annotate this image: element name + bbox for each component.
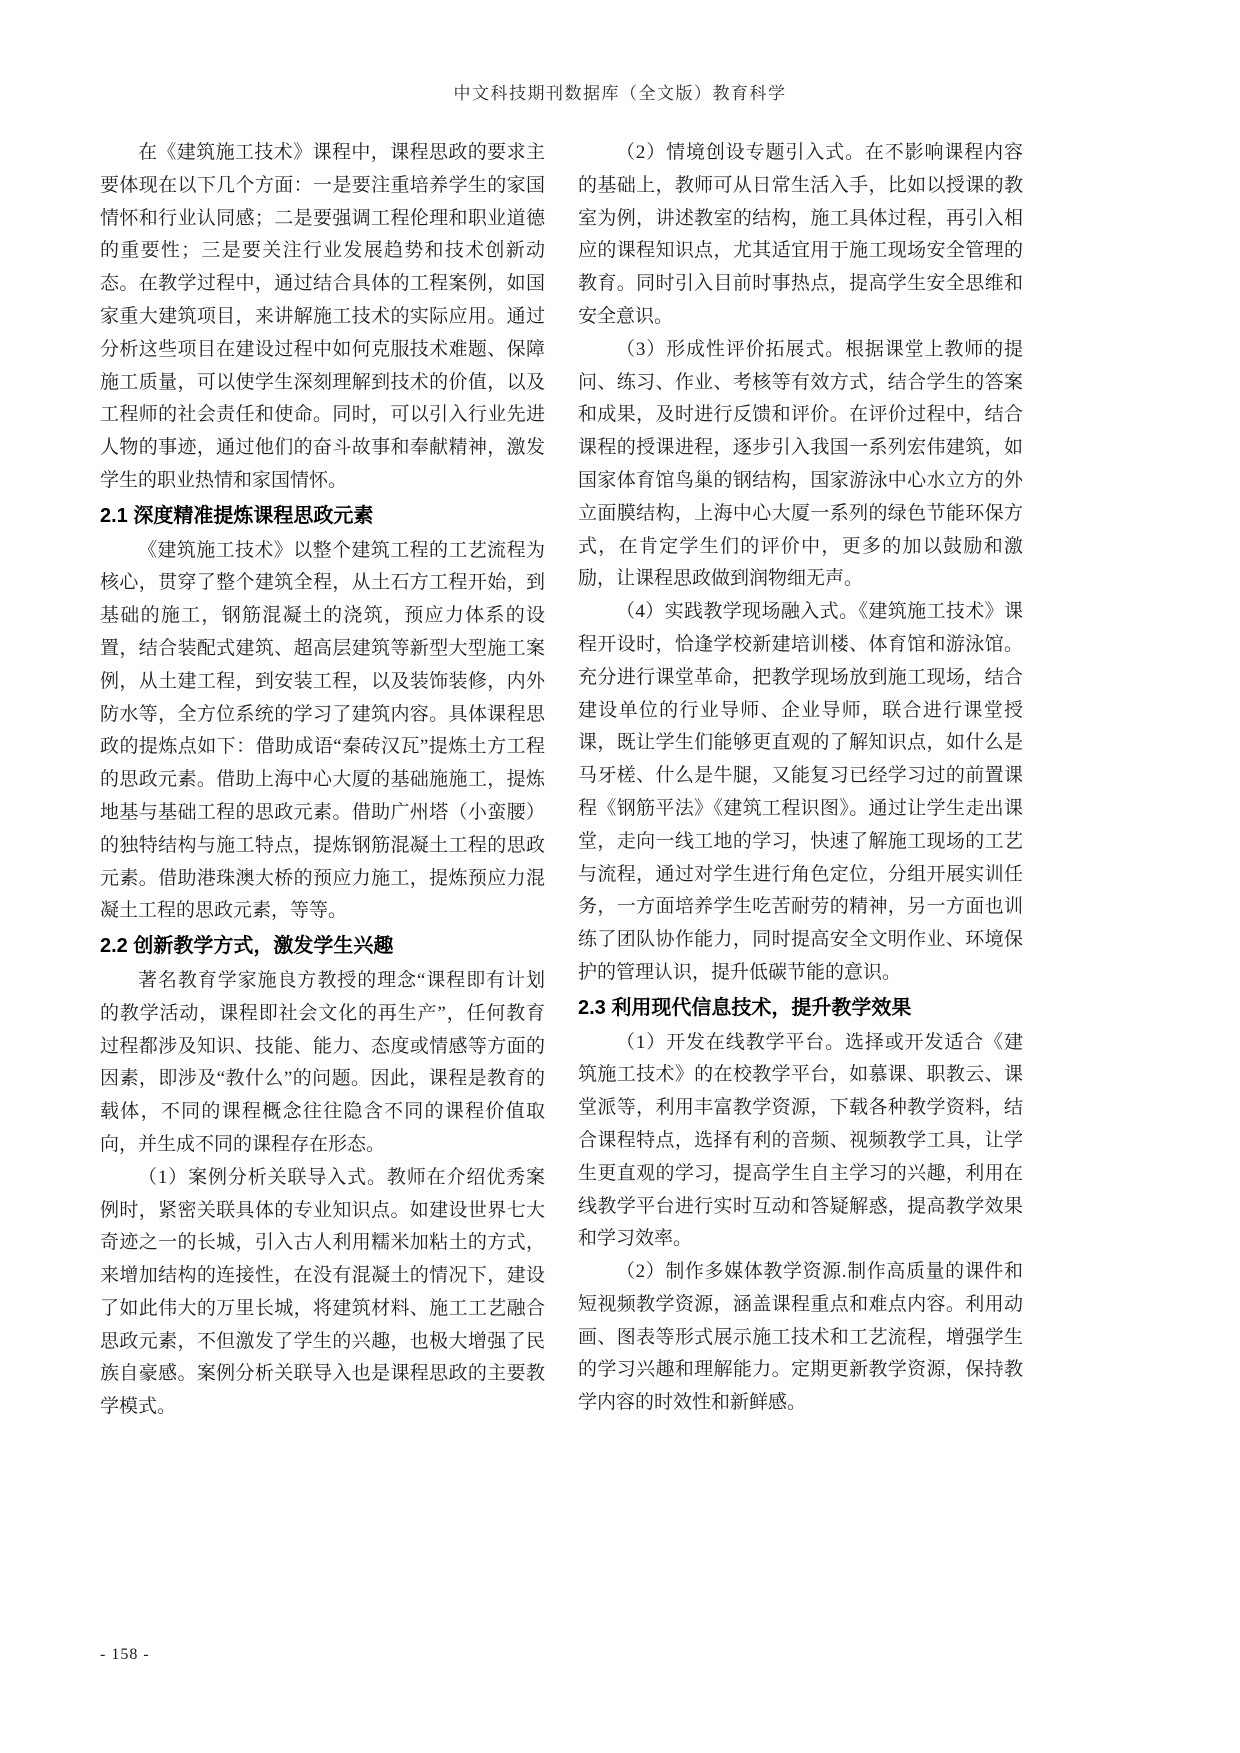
section-heading-2-1: 2.1 深度精准提炼课程思政元素 [100,504,374,527]
journal-title: 中文科技期刊数据库（全文版）教育科学 [453,84,787,103]
paragraph: 著名教育学家施良方教授的理念“课程即有计划的教学活动，课程即社会文化的再生产”，任何教育过程都涉及知识、技能、能力、态度或情感等方面的因素，即涉及“教什么”的问题。因此，课程是教育的载体，不同的课程概念往往隐含不同的课程价值取向，并生成不同的课程存在形态。 [100,969,545,1155]
section-heading-2-2: 2.2 创新教学方式，激发学生兴趣 [100,935,394,958]
page-header [0,79,1240,104]
paragraph: 在《建筑施工技术》课程中，课程思政的要求主要体现在以下几个方面：一是要注重培养学生的家国情怀和行业认同感；二是要强调工程伦理和职业道德的重要性；三是要关注行业发展趋势和技术创新动态。在教学过程中，通过结合具体的工程案例，如国家重大建筑项目，来讲解施工技术的实际应用。通过分析这些项目在建设过程中如何克服技术难题、保障施工质量，可以使学生深刻理解到技术的价值，以及工程师的社会责任和使命。同时，可以引入行业先进人物的事迹，通过他们的奋斗故事和奉献精神，激发学生的职业热情和家国情怀。 [100,142,545,491]
paragraph: （1）案例分析关联导入式。教师在介绍优秀案例时，紧密关联具体的专业知识点。如建设世界七大奇迹之一的长城，引入古人利用糯米加粘土的方式，来增加结构的连接性，在没有混凝土的情况下，建设了如此伟大的万里长城，将建筑材料、施工工艺融合思政元素，不但激发了学生的兴趣，也极大增强了民族自豪感。案例分析关联导入也是课程思政的主要教学模式。 [100,1166,545,1418]
left-column [100,137,545,1424]
paragraph: （2）情境创设专题引入式。在不影响课程内容的基础上，教师可从日常生活入手，比如以授课的教室为例，讲述教室的结构，施工具体过程，再引入相应的课程知识点，尤其适宜用于施工现场安全管理的教育。同时引入目前时事热点，提高学生安全思维和安全意识。 [578,142,1023,327]
paragraph: （2）制作多媒体教学资源.制作高质量的课件和短视频教学资源，涵盖课程重点和难点内容。利用动画、图表等形式展示施工技术和工艺流程，增强学生的学习兴趣和理解能力。定期更新教学资源，保持教学内容的时效性和新鲜感。 [578,1261,1023,1414]
page-number: - 158 - [100,1646,150,1663]
article-body [100,137,1023,1424]
paragraph: （4）实践教学现场融入式。《建筑施工技术》课程开设时，恰逢学校新建培训楼、体育馆和游泳馆。充分进行课堂革命，把教学现场放到施工现场，结合建设单位的行业导师、企业导师，联合进行课堂授课，既让学生们能够更直观的了解知识点，如什么是马牙槎、什么是牛腿，又能复习已经学习过的前置课程《钢筋平法》《建筑工程识图》。通过让学生走出课堂，走向一线工地的学习，快速了解施工现场的工艺与流程，通过对学生进行角色定位，分组开展实训任务，一方面培养学生吃苦耐劳的精神，另一方面也训练了团队协作能力，同时提高安全文明作业、环境保护的管理认识，提升低碳节能的意识。 [578,601,1023,983]
paragraph: （1）开发在线教学平台。选择或开发适合《建筑施工技术》的在校教学平台，如慕课、职教云、课堂派等，利用丰富教学资源，下载各种教学资料，结合课程特点，选择有利的音频、视频教学工具，让学生更直观的学习，提高学生自主学习的兴趣，利用在线教学平台进行实时互动和答疑解惑，提高教学效果和学习效率。 [578,1031,1023,1250]
paragraph: 《建筑施工技术》以整个建筑工程的工艺流程为核心，贯穿了整个建筑全程，从土石方工程开始，到基础的施工，钢筋混凝土的浇筑，预应力体系的设置，结合装配式建筑、超高层建筑等新型大型施工案例，从土建工程，到安装工程，以及装饰装修，内外防水等，全方位系统的学习了建筑内容。具体课程思政的提炼点如下：借助成语“秦砖汉瓦”提炼土方工程的思政元素。借助上海中心大厦的基础施施工，提炼地基与基础工程的思政元素。借助广州塔（小蛮腰）的独特结构与施工特点，提炼钢筋混凝土工程的思政元素。借助港珠澳大桥的预应力施工，提炼预应力混凝土工程的思政元素，等等。 [100,539,545,922]
right-column [578,137,1023,1424]
section-heading-2-3: 2.3 利用现代信息技术，提升教学效果 [578,996,912,1019]
paragraph: （3）形成性评价拓展式。根据课堂上教师的提问、练习、作业、考核等有效方式，结合学生的答案和成果，及时进行反馈和评价。在评价过程中，结合课程的授课进程，逐步引入我国一系列宏伟建筑，如国家体育馆鸟巢的钢结构，国家游泳中心水立方的外立面膜结构，上海中心大厦一系列的绿色节能环保方式，在肯定学生们的评价中，更多的加以鼓励和激励，让课程思政做到润物细无声。 [578,338,1023,590]
